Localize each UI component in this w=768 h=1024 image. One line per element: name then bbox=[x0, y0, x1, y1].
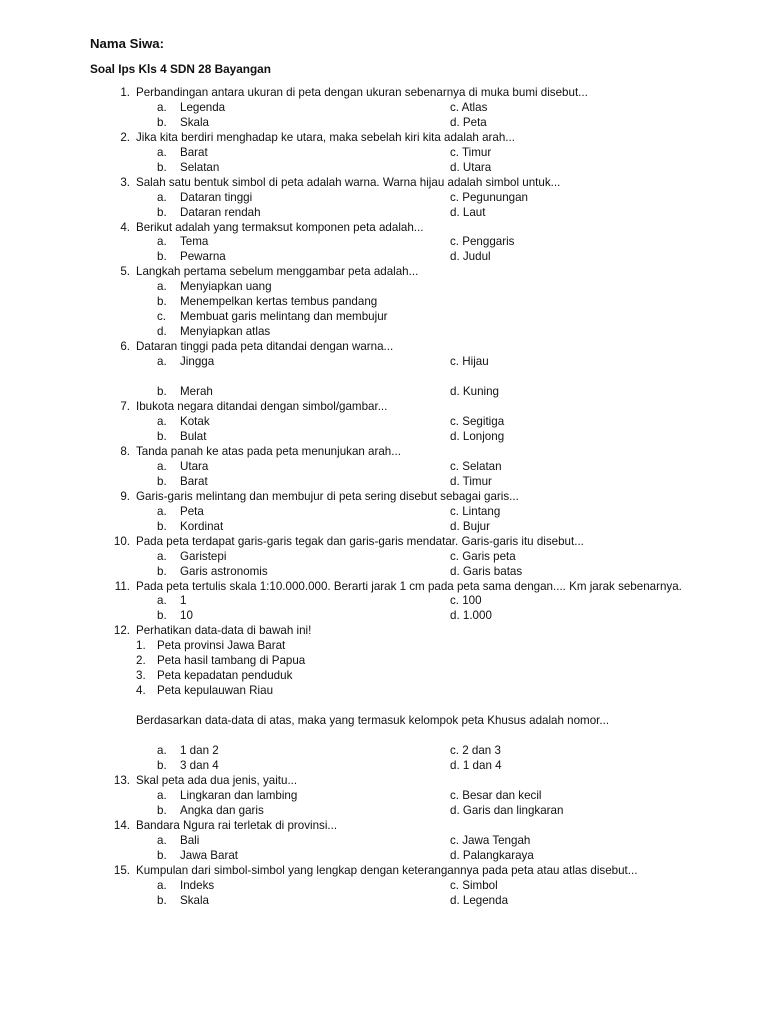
option-a: Tema bbox=[180, 235, 209, 249]
question-number: 15. bbox=[113, 863, 130, 877]
question-4 bbox=[90, 221, 698, 266]
option-d: d. Timur bbox=[450, 474, 492, 488]
exam-title: Soal Ips Kls 4 SDN 28 Bayangan bbox=[90, 61, 271, 76]
option-a: Jingga bbox=[180, 354, 215, 368]
option-b: 10 bbox=[180, 609, 193, 623]
option-letter-a: a. bbox=[157, 145, 167, 159]
option-b: Garis astronomis bbox=[180, 564, 268, 578]
question-text: Ibukota negara ditandai dengan simbol/gambar... bbox=[136, 399, 388, 413]
question-number: 14. bbox=[113, 818, 130, 832]
option-b: Skala bbox=[180, 893, 210, 907]
option-letter-a: a. bbox=[157, 190, 167, 204]
option-letter-b: b. bbox=[157, 803, 167, 817]
question-text: Pada peta terdapat garis-garis tegak dan garis-garis mendatar. Garis-garis itu disebut... bbox=[136, 534, 584, 548]
option-letter-b: b. bbox=[157, 160, 167, 174]
question-number: 7. bbox=[120, 399, 130, 413]
option-d: d. Garis batas bbox=[450, 564, 523, 578]
option-letter-a: a. bbox=[157, 833, 167, 847]
question-number: 9. bbox=[120, 489, 130, 503]
option-b: Pewarna bbox=[180, 250, 226, 264]
option-c: c. Lintang bbox=[450, 504, 501, 518]
option-letter-c: c. bbox=[157, 310, 167, 324]
option-c: c. Pegunungan bbox=[450, 190, 529, 204]
option-a: Barat bbox=[180, 145, 208, 159]
option-letter-a: a. bbox=[157, 549, 167, 563]
question-text: Tanda panah ke atas pada peta menunjukan arah... bbox=[136, 444, 401, 458]
question-text: Kumpulan dari simbol-simbol yang lengkap dengan keterangannya pada peta atau atlas disebut... bbox=[136, 863, 638, 877]
list-item: Peta hasil tambang di Papua bbox=[157, 654, 306, 668]
option-letter-b: b. bbox=[157, 429, 167, 443]
question-11 bbox=[90, 580, 698, 625]
name-field-label: Nama Siwa: bbox=[90, 36, 165, 51]
option-letter-a: a. bbox=[157, 504, 167, 518]
option-letter-a: a. bbox=[157, 235, 167, 249]
option-c: c. Simbol bbox=[450, 878, 498, 892]
question-text: Jika kita berdiri menghadap ke utara, maka sebelah kiri kita adalah arah... bbox=[136, 130, 515, 144]
question-9 bbox=[90, 490, 698, 535]
option-letter-b: b. bbox=[157, 205, 167, 219]
option-c: c. Timur bbox=[450, 145, 492, 159]
option-a: Dataran tinggi bbox=[180, 190, 253, 204]
question-10 bbox=[90, 535, 698, 580]
question-number: 4. bbox=[120, 220, 130, 234]
option-d: d. Laut bbox=[450, 205, 486, 219]
question-15 bbox=[90, 864, 698, 909]
option-b: Barat bbox=[180, 474, 208, 488]
option-letter-b: b. bbox=[157, 519, 167, 533]
option-a: Legenda bbox=[180, 100, 226, 114]
question-text: Skal peta ada dua jenis, yaitu... bbox=[136, 773, 298, 787]
question-number: 2. bbox=[120, 130, 130, 144]
option-a: Kotak bbox=[180, 414, 210, 428]
question-number: 1. bbox=[120, 85, 130, 99]
question-8 bbox=[90, 445, 698, 490]
option-b: Kordinat bbox=[180, 519, 224, 533]
option-c: c. Besar dan kecil bbox=[450, 788, 542, 802]
option-d: d. Garis dan lingkaran bbox=[450, 803, 564, 817]
question-number: 3. bbox=[120, 175, 130, 189]
question-number: 8. bbox=[120, 444, 130, 458]
question-1 bbox=[90, 86, 698, 131]
option-letter-a: a. bbox=[157, 788, 167, 802]
question-5 bbox=[90, 265, 698, 340]
option-letter-a: a. bbox=[157, 354, 167, 368]
question-number: 12. bbox=[113, 624, 130, 638]
option-c: c. 100 bbox=[450, 594, 482, 608]
question-3 bbox=[90, 176, 698, 221]
option-b: Selatan bbox=[180, 160, 220, 174]
option-b: Menempelkan kertas tembus pandang bbox=[180, 295, 378, 309]
data-list bbox=[90, 639, 698, 699]
option-d: d. Bujur bbox=[450, 519, 490, 533]
option-c: Membuat garis melintang dan membujur bbox=[180, 310, 388, 324]
question-text: Garis-garis melintang dan membujur di peta sering disebut sebagai garis... bbox=[136, 489, 519, 503]
question-text: Dataran tinggi pada peta ditandai dengan warna... bbox=[136, 339, 394, 353]
question-number: 11. bbox=[114, 579, 130, 593]
option-letter-b: b. bbox=[157, 295, 167, 309]
option-c: c. Atlas bbox=[450, 100, 488, 114]
question-number: 6. bbox=[120, 339, 130, 353]
option-letter-b: b. bbox=[157, 250, 167, 264]
option-c: c. Garis peta bbox=[450, 549, 516, 563]
option-a: 1 dan 2 bbox=[180, 743, 219, 757]
option-letter-a: a. bbox=[157, 459, 167, 473]
question-text: Perhatikan data-data di bawah ini! bbox=[136, 624, 312, 638]
option-letter-b: b. bbox=[157, 893, 167, 907]
option-d: d. Palangkaraya bbox=[450, 848, 534, 862]
option-letter-a: a. bbox=[157, 414, 167, 428]
option-d: d. Judul bbox=[450, 250, 491, 264]
option-c: c. 2 dan 3 bbox=[450, 743, 501, 757]
option-a: Indeks bbox=[180, 878, 215, 892]
option-letter-a: a. bbox=[157, 878, 167, 892]
option-a: Utara bbox=[180, 459, 209, 473]
option-a: Peta bbox=[180, 504, 204, 518]
question-text: Bandara Ngura rai terletak di provinsi... bbox=[136, 818, 338, 832]
question-number: 5. bbox=[120, 265, 130, 279]
option-d: d. Lonjong bbox=[450, 429, 505, 443]
option-letter-b: b. bbox=[157, 609, 167, 623]
option-c: c. Jawa Tengah bbox=[450, 833, 531, 847]
option-letter-b: b. bbox=[157, 758, 167, 772]
list-item: Peta kepulauwan Riau bbox=[157, 684, 274, 698]
question-paragraph: Berdasarkan data-data di atas, maka yang termasuk kelompok peta Khusus adalah nomor... bbox=[136, 713, 610, 727]
option-letter-a: a. bbox=[157, 743, 167, 757]
option-a: Lingkaran dan lambing bbox=[180, 788, 298, 802]
option-letter-b: b. bbox=[157, 564, 167, 578]
question-6 bbox=[90, 340, 698, 400]
list-number: 2. bbox=[136, 654, 146, 668]
question-number: 10. bbox=[113, 534, 130, 548]
option-b: 3 dan 4 bbox=[180, 758, 219, 772]
option-d: Menyiapkan atlas bbox=[180, 325, 271, 339]
option-a: Garistepi bbox=[180, 549, 227, 563]
question-7 bbox=[90, 400, 698, 445]
question-text: Langkah pertama sebelum menggambar peta adalah... bbox=[136, 265, 419, 279]
option-d: d. Legenda bbox=[450, 893, 509, 907]
option-letter-b: b. bbox=[157, 848, 167, 862]
list-item: Peta provinsi Jawa Barat bbox=[157, 639, 286, 653]
question-2 bbox=[90, 131, 698, 176]
option-b: Bulat bbox=[180, 429, 207, 443]
option-letter-b: b. bbox=[157, 115, 167, 129]
question-text: Pada peta tertulis skala 1:10.000.000. Berarti jarak 1 cm pada peta sama dengan.... Km jarak sebenarnya. bbox=[136, 579, 682, 593]
option-letter-a: a. bbox=[157, 100, 167, 114]
question-14 bbox=[90, 819, 698, 864]
option-letter-d: d. bbox=[157, 325, 167, 339]
option-letter-b: b. bbox=[157, 384, 167, 398]
option-d: d. Peta bbox=[450, 115, 487, 129]
option-c: c. Hijau bbox=[450, 354, 489, 368]
option-b: Skala bbox=[180, 115, 210, 129]
list-number: 1. bbox=[136, 639, 146, 653]
option-a: Bali bbox=[180, 833, 200, 847]
option-letter-a: a. bbox=[157, 594, 167, 608]
question-text: Salah satu bentuk simbol di peta adalah warna. Warna hijau adalah simbol untuk... bbox=[136, 175, 561, 189]
question-text: Perbandingan antara ukuran di peta dengan ukuran sebenarnya di muka bumi disebut... bbox=[136, 85, 588, 99]
question-text: Berikut adalah yang termaksut komponen peta adalah... bbox=[136, 220, 424, 234]
question-13 bbox=[90, 774, 698, 819]
option-letter-b: b. bbox=[157, 474, 167, 488]
option-b: Jawa Barat bbox=[180, 848, 238, 862]
list-number: 3. bbox=[136, 669, 146, 683]
option-b: Angka dan garis bbox=[180, 803, 264, 817]
option-d: d. Kuning bbox=[450, 384, 499, 398]
option-a: 1 bbox=[180, 594, 187, 608]
option-d: d. 1.000 bbox=[450, 609, 492, 623]
option-b: Merah bbox=[180, 384, 213, 398]
option-letter-a: a. bbox=[157, 280, 167, 294]
option-d: d. 1 dan 4 bbox=[450, 758, 502, 772]
list-item: Peta kepadatan penduduk bbox=[157, 669, 293, 683]
option-c: c. Penggaris bbox=[450, 235, 515, 249]
list-number: 4. bbox=[136, 684, 146, 698]
question-12 bbox=[90, 624, 698, 773]
option-c: c. Selatan bbox=[450, 459, 502, 473]
option-b: Dataran rendah bbox=[180, 205, 261, 219]
question-number: 13. bbox=[113, 773, 130, 787]
option-d: d. Utara bbox=[450, 160, 492, 174]
option-c: c. Segitiga bbox=[450, 414, 505, 428]
option-a: Menyiapkan uang bbox=[180, 280, 272, 294]
